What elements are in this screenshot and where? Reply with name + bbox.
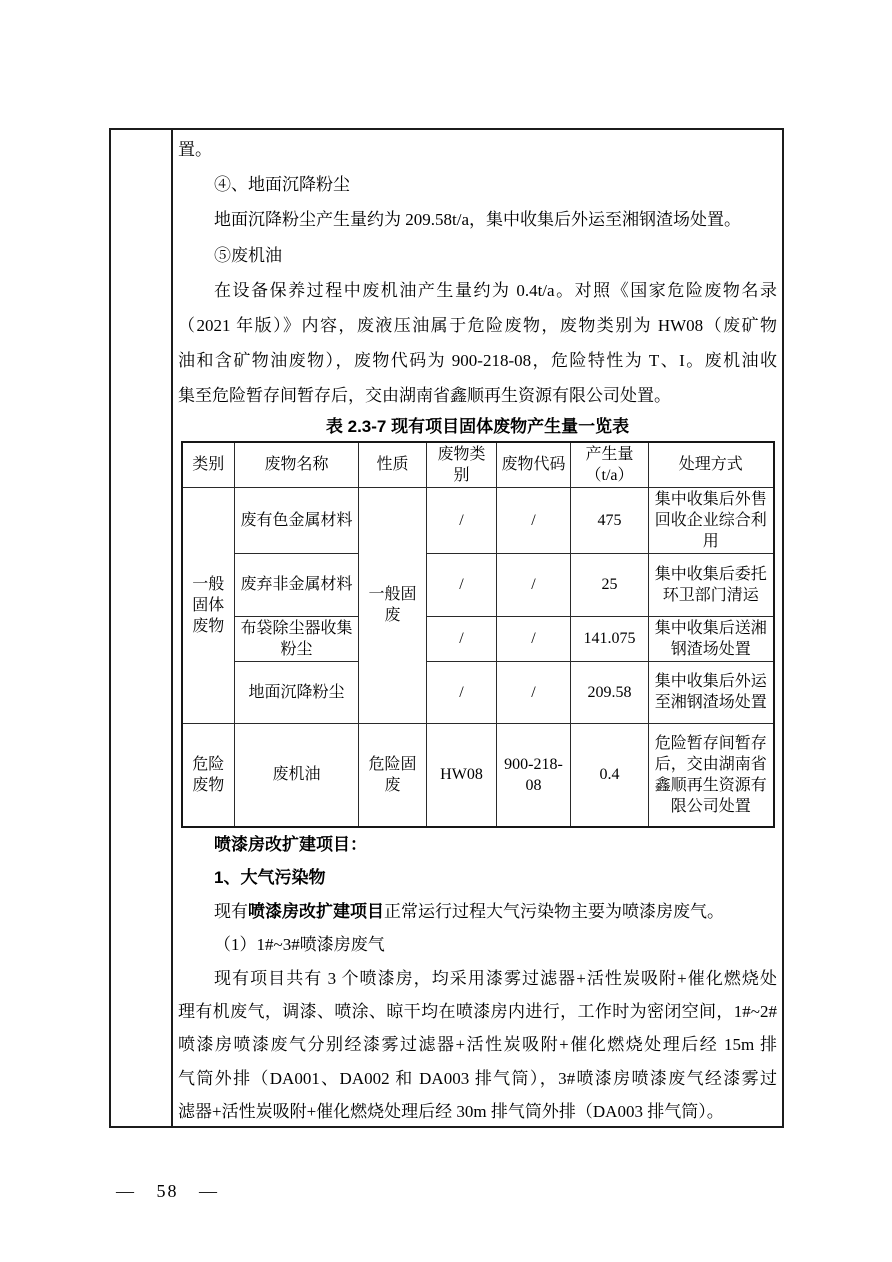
text: 现有项目共有 3 个喷漆房，均采用漆雾过滤器+活性炭吸附+催化燃烧处 (214, 968, 777, 988)
cell-waste-class: / (427, 487, 497, 553)
table-header-row (182, 442, 774, 488)
text: 油和含矿物油废物），废物代码为 900-218-08，危险特性为 T、I。废机油收 (178, 351, 777, 371)
text-line (178, 928, 777, 961)
text-line (178, 167, 777, 202)
cell-disposal: 危险暂存间暂存后，交由湖南省鑫顺再生资源有限公司处置 (649, 723, 774, 827)
cell-waste-code: / (497, 616, 571, 661)
cell-waste-code: 900-218-08 (497, 723, 571, 827)
cell-waste-class: / (427, 553, 497, 616)
solid-waste-table (181, 441, 775, 829)
cell-amount: 141.075 (571, 616, 649, 661)
text-line (178, 1028, 777, 1061)
text: 现有 (214, 901, 248, 921)
text: （2021 年版）》内容，废液压油属于危险废物，废物类别为 HW08（废矿物 (178, 315, 777, 335)
table-row (182, 616, 774, 661)
text: （1）1#~3#喷漆房废气 (214, 935, 385, 955)
cell-waste-name: 废机油 (235, 723, 359, 827)
cell-waste-name: 废弃非金属材料 (235, 553, 359, 616)
text: 地面沉降粉尘产生量约为 209.58t/a，集中收集后外运至湘钢渣场处置。 (214, 210, 741, 230)
text-line (178, 895, 777, 928)
cell-waste-code: / (497, 487, 571, 553)
text-line (178, 962, 777, 995)
margin-column (111, 130, 173, 1126)
text: ④、地面沉降粉尘 (214, 175, 350, 195)
cell-property-hazardous: 危险固废 (359, 723, 427, 827)
text: 气筒外排（DA001、DA002 和 DA003 排气筒），3#喷漆房喷漆废气经漆雾过 (178, 1068, 777, 1088)
amount-header-line1: 产生量 (585, 445, 634, 463)
cell-disposal: 集中收集后送湘钢渣场处置 (649, 616, 774, 661)
content-area (173, 130, 782, 1126)
cell-disposal: 集中收集后外售回收企业综合利用 (649, 487, 774, 553)
col-header-category: 类别 (182, 442, 235, 488)
text-line (178, 995, 777, 1028)
cell-waste-class: HW08 (427, 723, 497, 827)
cell-waste-code: / (497, 553, 571, 616)
document-page-frame (109, 128, 784, 1128)
table-row (182, 487, 774, 553)
text-line (178, 343, 777, 378)
body-paragraphs (178, 828, 777, 1126)
table-row (182, 553, 774, 616)
col-header-disposal: 处理方式 (649, 442, 774, 488)
text-line (178, 861, 777, 894)
col-header-property: 性质 (359, 442, 427, 488)
cell-amount: 475 (571, 487, 649, 553)
table-caption: 表 2.3-7 现有项目固体废物产生量一览表 (325, 416, 630, 436)
cell-waste-class: / (427, 661, 497, 723)
cell-disposal: 集中收集后委托环卫部门清运 (649, 553, 774, 616)
text-line (178, 1095, 777, 1126)
text-line (178, 273, 777, 308)
text-line (178, 132, 777, 167)
text: 置。 (178, 140, 212, 159)
text: 滤器+活性炭吸附+催化燃烧处理后经 30m 排气筒外排（DA003 排气筒）。 (178, 1102, 724, 1122)
bold-text: 喷漆房改扩建项目 (248, 901, 384, 921)
text-line (178, 202, 777, 237)
cell-amount: 209.58 (571, 661, 649, 723)
cell-waste-name: 布袋除尘器收集粉尘 (235, 616, 359, 661)
col-header-waste-class: 废物类别 (427, 442, 497, 488)
bold-text: 喷漆房改扩建项目： (214, 835, 367, 854)
cell-waste-name: 地面沉降粉尘 (235, 661, 359, 723)
text: 正常运行过程大气污染物主要为喷漆房废气。 (384, 901, 724, 921)
text-line (178, 308, 777, 343)
text: 集至危险暂存间暂存后，交由湖南省鑫顺再生资源有限公司处置。 (178, 386, 671, 406)
text: 喷漆房喷漆废气分别经漆雾过滤器+活性炭吸附+催化燃烧处理后经 15m 排 (178, 1035, 777, 1055)
page-number: — 58 — (116, 1181, 219, 1201)
bold-text: 1、大气污染物 (214, 868, 326, 888)
intro-paragraphs (178, 132, 777, 414)
amount-header-unit: （t/a） (585, 466, 634, 484)
cell-amount: 0.4 (571, 723, 649, 827)
table-row (182, 723, 774, 827)
text-line (178, 378, 777, 413)
cell-waste-name: 废有色金属材料 (235, 487, 359, 553)
text-line (178, 828, 777, 861)
col-header-waste-code: 废物代码 (497, 442, 571, 488)
cell-property-general: 一般固废 (359, 487, 427, 723)
text: 理有机废气，调漆、喷涂、晾干均在喷漆房内进行，工作时为密闭空间，1#~2# (178, 1001, 777, 1021)
text: ⑤废机油 (214, 245, 282, 265)
cell-disposal: 集中收集后外运至湘钢渣场处置 (649, 661, 774, 723)
cell-category-general: 一般固体废物 (182, 487, 235, 723)
text-line (178, 238, 777, 273)
cell-amount: 25 (571, 553, 649, 616)
text-line (178, 1062, 777, 1095)
cell-waste-class: / (427, 616, 497, 661)
cell-category-hazardous: 危险废物 (182, 723, 235, 827)
col-header-waste-name: 废物名称 (235, 442, 359, 488)
col-header-amount (571, 442, 649, 488)
cell-waste-code: / (497, 661, 571, 723)
text: 在设备保养过程中废机油产生量约为 0.4t/a。对照《国家危险废物名录 (214, 280, 777, 300)
table-row (182, 661, 774, 723)
